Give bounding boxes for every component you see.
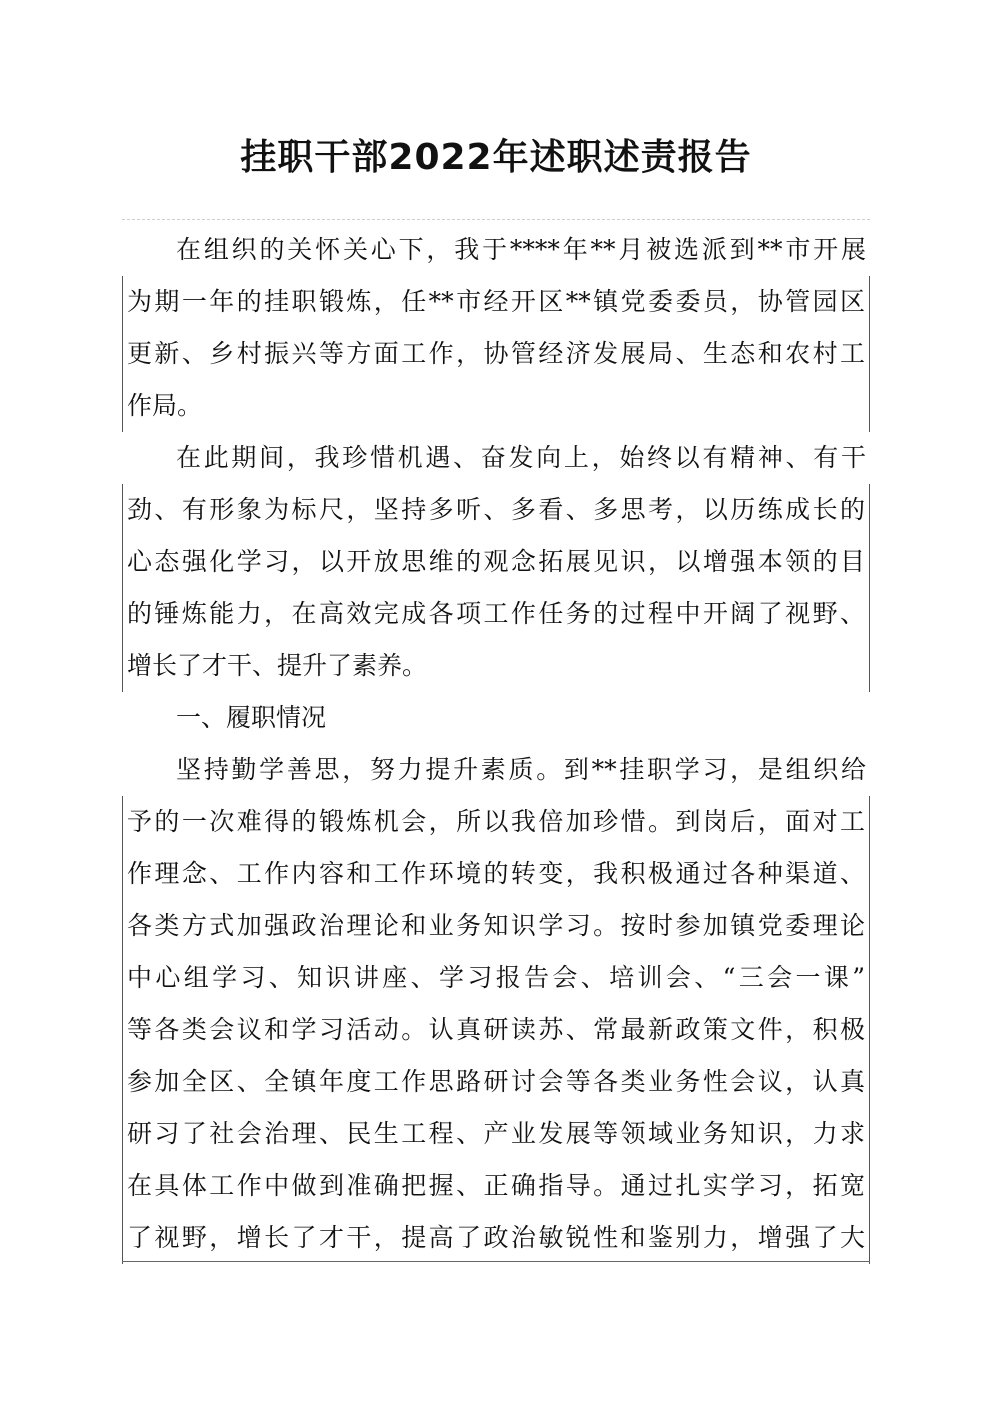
text-line: 参加全区、全镇年度工作思路研讨会等各类业务性会议，认真 <box>122 1056 870 1108</box>
text-line: 等各类会议和学习活动。认真研读苏、常最新政策文件，积极 <box>122 1004 870 1056</box>
bottom-divider <box>122 1261 870 1262</box>
heading-line: 一、履职情况 <box>176 703 327 732</box>
text-line: 劲、有形象为标尺，坚持多听、多看、多思考，以历练成长的 <box>122 484 870 536</box>
text-line: 予的一次难得的锻炼机会，所以我倍加珍惜。到岗后，面对工 <box>122 796 870 848</box>
text-line: 研习了社会治理、民生工程、产业发展等领域业务知识，力求 <box>122 1108 870 1160</box>
page-title: 挂职干部2022年述职述责报告 <box>240 137 752 178</box>
text-line: 中心组学习、知识讲座、学习报告会、培训会、“三会一课” <box>122 952 870 1004</box>
text-line: 坚持勤学善思，努力提升素质。到**挂职学习，是组织给 <box>176 755 866 784</box>
paragraph <box>122 744 870 1264</box>
text-line: 作理念、工作内容和工作环境的转变，我积极通过各种渠道、 <box>122 848 870 900</box>
text-line: 了视野，增长了才干，提高了政治敏锐性和鉴别力，增强了大 <box>122 1212 870 1264</box>
section-heading <box>122 692 870 744</box>
paragraph <box>122 432 870 692</box>
text-line: 增长了才干、提升了素养。 <box>122 640 870 692</box>
text-line: 的锤炼能力，在高效完成各项工作任务的过程中开阔了视野、 <box>122 588 870 640</box>
text-line: 各类方式加强政治理论和业务知识学习。按时参加镇党委理论 <box>122 900 870 952</box>
text-line: 在具体工作中做到准确把握、正确指导。通过扎实学习，拓宽 <box>122 1160 870 1212</box>
divider <box>122 219 870 220</box>
text-line: 作局。 <box>122 380 870 432</box>
text-line: 为期一年的挂职锻炼，任**市经开区**镇党委委员，协管园区 <box>122 276 870 328</box>
text-line: 心态强化学习，以开放思维的观念拓展见识，以增强本领的目 <box>122 536 870 588</box>
text-line: 在此期间，我珍惜机遇、奋发向上，始终以有精神、有干 <box>176 443 866 472</box>
text-line: 在组织的关怀关心下，我于****年**月被选派到**市开展 <box>176 235 866 264</box>
document-body <box>122 224 870 1264</box>
text-line: 更新、乡村振兴等方面工作，协管经济发展局、生态和农村工 <box>122 328 870 380</box>
paragraph <box>122 224 870 432</box>
